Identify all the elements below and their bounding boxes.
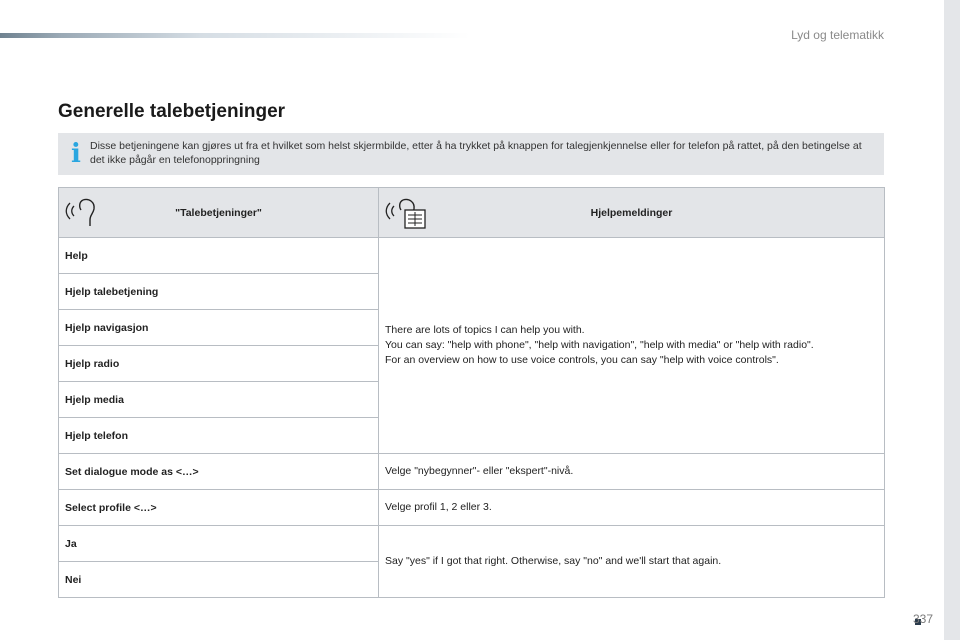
command-cell: Help: [59, 238, 379, 274]
command-cell: Set dialogue mode as <…>: [59, 454, 379, 490]
header-help-label: Hjelpemeldinger: [590, 206, 673, 219]
help-response-cell: [379, 238, 885, 454]
info-text: Disse betjeningene kan gjøres ut fra et hvilket som helst skjermbilde, etter å ha trykket på knappen for talegjenkjennelse eller for telefon på rattet, på den betingelse at det ikke pågår en telefonoppringning: [90, 140, 862, 166]
table-row: [59, 526, 885, 562]
table-row: [59, 454, 885, 490]
info-icon: i: [71, 139, 81, 169]
command-cell: Hjelp talebetjening: [59, 274, 379, 310]
header-commands: [59, 188, 379, 238]
page-title: Generelle talebetjeninger: [58, 101, 286, 122]
voice-commands-table: [58, 187, 885, 598]
table-row: [59, 238, 885, 274]
command-cell: Select profile <…>: [59, 490, 379, 526]
response-line: There are lots of topics I can help you with.: [385, 324, 585, 336]
voice-help-icon: [383, 196, 431, 232]
header-help: [379, 188, 885, 238]
response-cell: Velge profil 1, 2 eller 3.: [379, 490, 885, 526]
response-line: You can say: "help with phone", "help with navigation", "help with media" or "help with radio".: [385, 339, 814, 351]
command-cell: Hjelp navigasjon: [59, 310, 379, 346]
section-title: Lyd og telematikk: [791, 28, 884, 42]
header-commands-label: "Talebetjeninger": [175, 206, 262, 219]
command-cell: Hjelp media: [59, 382, 379, 418]
command-cell: Ja: [59, 526, 379, 562]
response-cell: Say "yes" if I got that right. Otherwise, say "no" and we'll start that again.: [379, 526, 885, 598]
command-cell: Nei: [59, 562, 379, 598]
table-row: [59, 490, 885, 526]
header-rule: [0, 33, 470, 38]
response-cell: Velge "nybegynner"- eller "ekspert"-nivå.: [379, 454, 885, 490]
command-cell: Hjelp telefon: [59, 418, 379, 454]
response-line: For an overview on how to use voice controls, you can say "help with voice controls".: [385, 354, 779, 366]
voice-command-icon: [63, 196, 99, 228]
page-side-strip: [944, 0, 960, 640]
command-cell: Hjelp radio: [59, 346, 379, 382]
page-number: 337: [913, 612, 934, 626]
